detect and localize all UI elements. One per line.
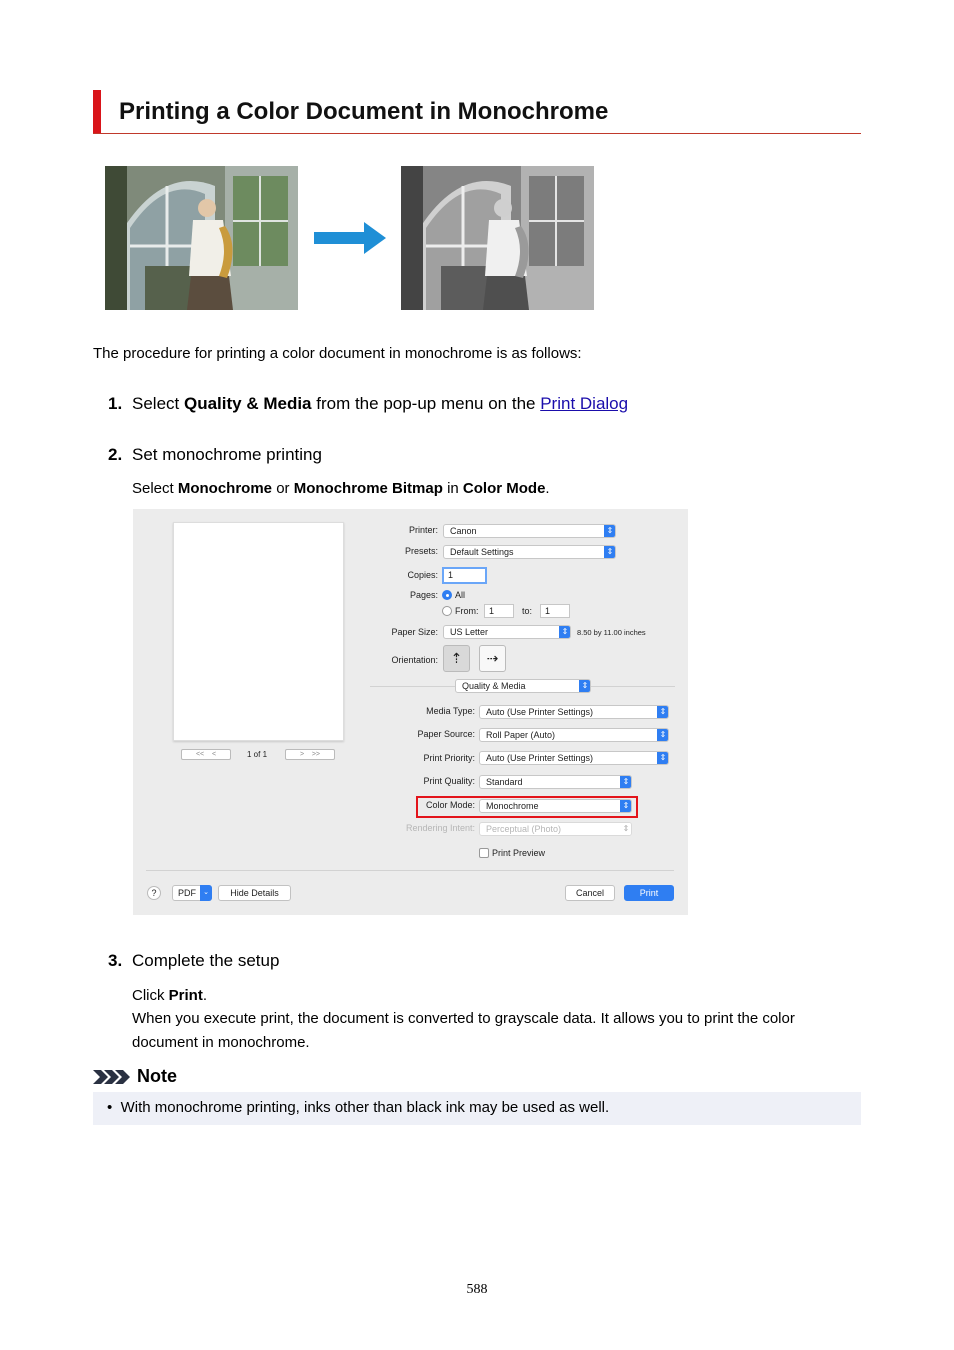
color-photo	[105, 166, 298, 310]
chevron-updown-icon: ⇕	[620, 822, 632, 836]
step-1	[108, 394, 628, 414]
pages-all-radio[interactable]	[442, 590, 452, 600]
step-3-description-line-2: document in monochrome.	[132, 1034, 310, 1051]
arrow-right-icon	[314, 222, 386, 254]
preview-nav-next-group[interactable]	[285, 749, 335, 760]
instruction-text: Click	[132, 987, 169, 1004]
print-dialog-link[interactable]: Print Dialog	[540, 394, 629, 413]
portrait-icon[interactable]: ⇡	[443, 645, 470, 672]
print-dialog-screenshot	[133, 509, 688, 915]
instruction-bold: Monochrome	[177, 480, 273, 497]
chevron-updown-icon: ⇕	[559, 625, 571, 639]
rendering-intent-select	[479, 822, 632, 836]
paper-source-label: Paper Source:	[417, 729, 475, 739]
intro-text: The procedure for printing a color document in monochrome is as follows:	[93, 345, 582, 362]
instruction-bold: Print	[168, 987, 203, 1004]
presets-label: Presets:	[404, 546, 438, 556]
hide-details-button[interactable]: Hide Details	[218, 885, 291, 901]
paper-size-select[interactable]	[443, 625, 571, 639]
from-page-input[interactable]: 1	[484, 604, 514, 618]
color-mode-label: Color Mode:	[425, 800, 475, 810]
step-3	[108, 951, 279, 971]
instruction-text: Select	[132, 480, 178, 497]
print-priority-value: Auto (Use Printer Settings)	[486, 753, 594, 763]
rendering-intent-value: Perceptual (Photo)	[486, 824, 562, 834]
chevron-updown-icon: ⇕	[657, 751, 669, 765]
media-type-label: Media Type:	[426, 706, 475, 716]
title-accent-bar	[93, 90, 101, 133]
print-preview-label: Print Preview	[492, 848, 546, 858]
landscape-icon[interactable]: ⇢	[479, 645, 506, 672]
chevron-down-icon: ⌄	[200, 885, 212, 901]
page-preview	[173, 522, 344, 741]
first-page-icon: <<	[195, 751, 205, 758]
print-button[interactable]: Print	[624, 885, 674, 901]
preview-nav-prev-group[interactable]	[181, 749, 231, 760]
copies-label: Copies:	[407, 570, 438, 580]
note-chevrons-icon	[93, 1070, 131, 1084]
instruction-text: .	[545, 480, 550, 497]
last-page-icon: >>	[311, 751, 321, 758]
step-bold: Quality & Media	[183, 394, 312, 413]
instruction-text: .	[202, 987, 208, 1004]
note-heading	[93, 1066, 177, 1087]
print-preview-checkbox[interactable]	[479, 848, 489, 858]
pages-from-radio[interactable]	[442, 606, 452, 616]
printer-select[interactable]	[443, 524, 616, 538]
printer-label: Printer:	[408, 525, 438, 535]
paper-source-value: Roll Paper (Auto)	[486, 730, 556, 740]
page-number: 588	[466, 1282, 488, 1297]
pdf-menu-button[interactable]	[172, 885, 212, 901]
chevron-updown-icon: ⇕	[620, 799, 632, 813]
monochrome-photo	[401, 166, 594, 310]
chevron-updown-icon: ⇕	[657, 728, 669, 742]
to-label: to:	[522, 606, 533, 616]
print-priority-label: Print Priority:	[423, 753, 475, 763]
print-quality-label: Print Quality:	[423, 776, 475, 786]
step-text: Select	[132, 394, 184, 413]
help-button[interactable]: ?	[147, 886, 161, 900]
print-priority-select[interactable]	[479, 751, 669, 765]
pages-all-label: All	[455, 590, 466, 600]
page-title: Printing a Color Document in Monochrome	[119, 98, 609, 125]
to-page-input[interactable]: 1	[540, 604, 570, 618]
step-text: Complete the setup	[132, 951, 280, 970]
instruction-text: in	[442, 480, 463, 497]
media-type-select[interactable]	[479, 705, 669, 719]
cancel-button[interactable]: Cancel	[565, 885, 615, 901]
section-title-bar	[93, 90, 861, 134]
panel-menu-select[interactable]	[455, 679, 591, 693]
chevron-updown-icon: ⇕	[620, 775, 632, 789]
step-number: 3.	[108, 951, 123, 970]
presets-select[interactable]	[443, 545, 616, 559]
color-mode-highlight	[416, 796, 638, 818]
media-type-value: Auto (Use Printer Settings)	[486, 707, 594, 717]
step-text: from the pop-up menu on the	[311, 394, 541, 413]
step-2-instruction	[132, 477, 550, 501]
step-3-instruction	[132, 984, 207, 1008]
note-box	[93, 1092, 861, 1125]
print-quality-value: Standard	[486, 777, 523, 787]
pdf-label: PDF	[178, 888, 196, 898]
paper-size-dims: 8.50 by 11.00 inches	[577, 628, 646, 637]
pages-from-label: From:	[455, 606, 479, 616]
rendering-intent-label: Rendering Intent:	[405, 823, 475, 833]
print-quality-select[interactable]	[479, 775, 632, 789]
pages-label: Pages:	[409, 590, 438, 600]
orientation-label: Orientation:	[391, 655, 438, 665]
note-item-text: With monochrome printing, inks other than black ink may be used as well.	[120, 1099, 610, 1116]
paper-source-select[interactable]	[479, 728, 669, 742]
chevron-updown-icon: ⇕	[604, 524, 616, 538]
instruction-bold: Monochrome Bitmap	[293, 480, 443, 497]
step-number: 2.	[108, 445, 123, 464]
copies-input[interactable]: 1	[442, 567, 487, 584]
note-item: • With monochrome printing, inks other than black ink may be used as well.	[107, 1099, 610, 1116]
step-3-description-line-1: When you execute print, the document is converted to grayscale data. It allows you to print the color	[132, 1010, 795, 1027]
page-count: 1 of 1	[247, 750, 268, 759]
color-mode-value: Monochrome	[486, 801, 539, 811]
chevron-updown-icon: ⇕	[579, 679, 591, 693]
panel-menu-value: Quality & Media	[462, 681, 526, 691]
step-2	[108, 445, 322, 465]
step-number: 1.	[108, 394, 123, 413]
instruction-text: or	[272, 480, 294, 497]
instruction-bold: Color Mode	[462, 480, 546, 497]
next-page-icon: >	[299, 751, 305, 758]
paper-size-value: US Letter	[450, 627, 489, 637]
step-text: Set monochrome printing	[132, 445, 322, 464]
prev-page-icon: <	[211, 751, 217, 758]
chevron-updown-icon: ⇕	[604, 545, 616, 559]
divider	[146, 870, 674, 871]
printer-value: Canon	[450, 526, 477, 536]
presets-value: Default Settings	[450, 547, 514, 557]
note-title: Note	[137, 1066, 177, 1086]
chevron-updown-icon: ⇕	[657, 705, 669, 719]
paper-size-label: Paper Size:	[391, 627, 438, 637]
